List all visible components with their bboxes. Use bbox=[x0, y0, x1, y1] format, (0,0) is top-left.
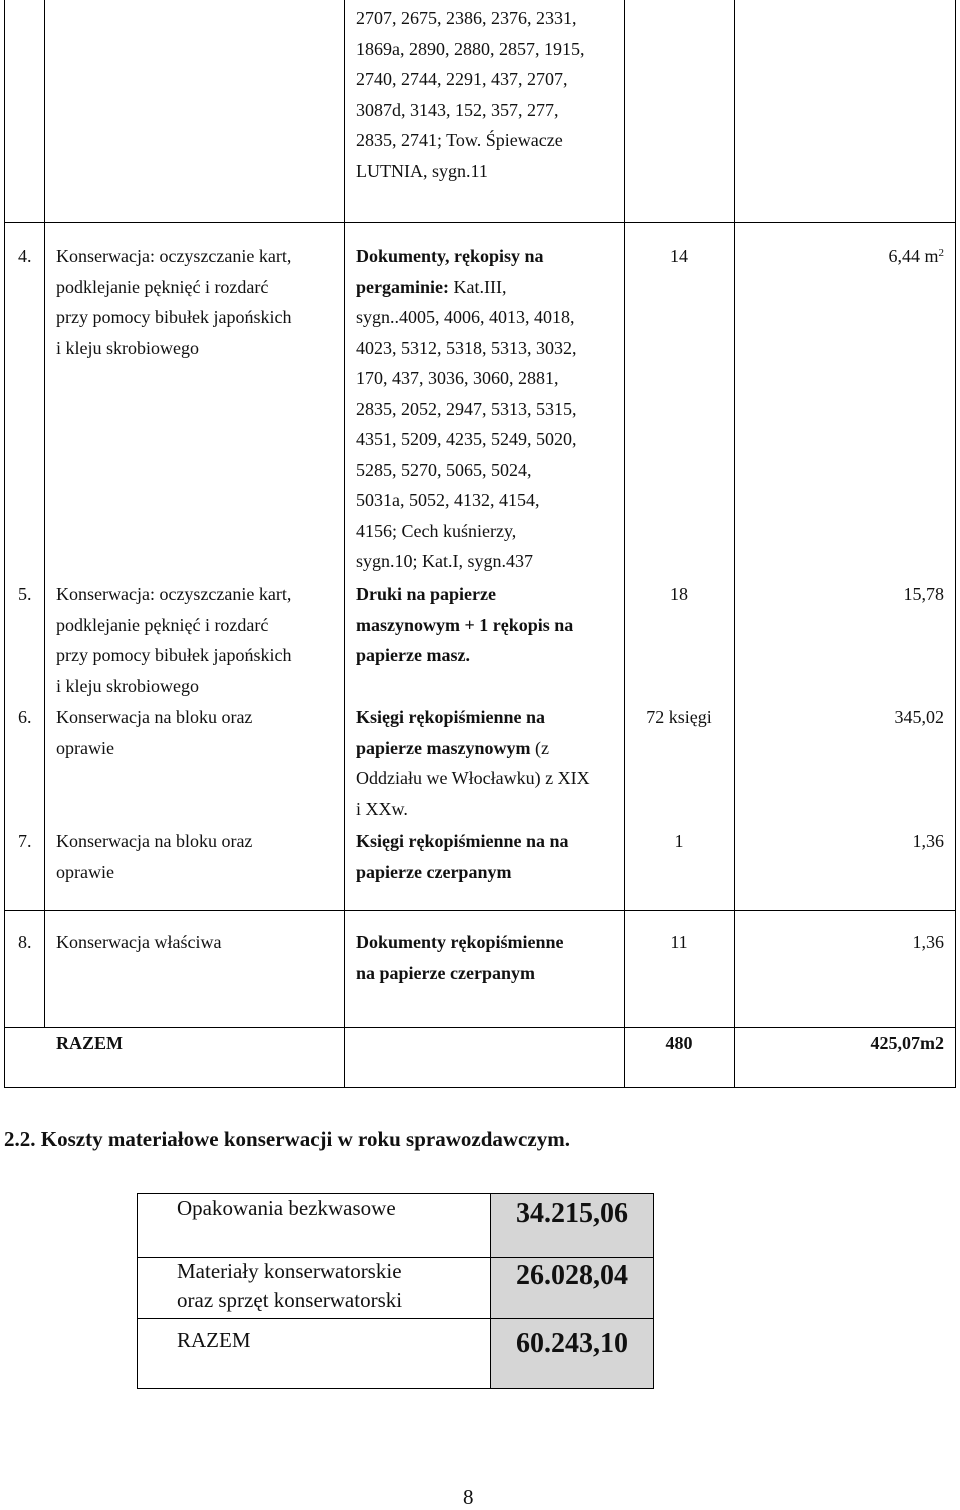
cost-value: 34.215,06 bbox=[516, 1198, 628, 1229]
row-area: 15,78 bbox=[903, 584, 944, 604]
row-number: 7. bbox=[18, 831, 32, 851]
material-rest: (z Oddziału we Włocławku) z XIX i XXw. bbox=[356, 737, 590, 819]
material-bold: Dokumenty, rękopisy na pergaminie: bbox=[356, 246, 544, 297]
total-count: 480 bbox=[665, 1033, 693, 1053]
material-bold: Księgi rękopiśmienne na papierze maszynowym bbox=[356, 707, 546, 758]
cost-total-value: 60.243,10 bbox=[516, 1328, 628, 1359]
area-value: 6,44 m bbox=[888, 246, 939, 266]
area-unit-superscript: 2 bbox=[938, 247, 944, 259]
cost-value: 26.028,04 bbox=[516, 1260, 628, 1291]
row-description: Konserwacja: oczyszczanie kart, podklejanie pęknięć i rozdarć przy pomocy bibułek japońskich i kleju skrobiowego bbox=[56, 246, 292, 358]
section-heading: 2.2. Koszty materiałowe konserwacji w roku sprawozdawczym. bbox=[4, 1127, 570, 1151]
row-area: 1,36 bbox=[912, 932, 944, 952]
total-area: 425,07m2 bbox=[870, 1033, 944, 1053]
cost-total-label: RAZEM bbox=[177, 1328, 251, 1352]
row-count: 18 bbox=[670, 584, 688, 604]
row-description: Konserwacja: oczyszczanie kart, podklejanie pęknięć i rozdarć przy pomocy bibułek japońskich i kleju skrobiowego bbox=[56, 584, 292, 696]
cost-label: Materiały konserwatorskie oraz sprzęt konserwatorski bbox=[177, 1259, 403, 1312]
row-number: 6. bbox=[18, 707, 32, 727]
row-number: 4. bbox=[18, 246, 32, 266]
page-number: 8 bbox=[463, 1485, 474, 1509]
continued-signatures: 2707, 2675, 2386, 2376, 2331, 1869a, 2890, 2880, 2857, 1915, 2740, 2744, 2291, 437, 2707, 3087d, 3143, 152, 357, 277, 2835, 2741; Tow. Śpiewacze LUTNIA, sygn.11 bbox=[356, 8, 585, 181]
row-area: 345,02 bbox=[894, 707, 944, 727]
row-material: Księgi rękopiśmienne na na papierze czerpanym bbox=[356, 831, 569, 882]
row-description: Konserwacja na bloku oraz oprawie bbox=[56, 707, 253, 758]
row-material: Druki na papierze maszynowym + 1 rękopis na papierze masz. bbox=[356, 584, 574, 665]
row-number: 5. bbox=[18, 584, 32, 604]
row-area: 1,36 bbox=[912, 831, 944, 851]
row-material bbox=[356, 241, 577, 577]
row-count: 14 bbox=[670, 246, 688, 266]
row-description: Konserwacja właściwa bbox=[56, 932, 222, 952]
row-count: 1 bbox=[674, 831, 684, 851]
material-rest: Kat.III, sygn..4005, 4006, 4013, 4018, 4023, 5312, 5318, 5313, 3032, 170, 437, 3036, 3060, 2881, 2835, 2052, 2947, 5313, 5315, 4351, 5209, 4235, 5249, 5020, 5285, 5270, 5065, 5024, 5031a, 5052, 4132, 4154, 4156; Cech kuśnierzy, sygn.10; Kat.I, sygn.437 bbox=[356, 276, 577, 571]
row-area bbox=[734, 241, 944, 272]
row-material bbox=[356, 702, 590, 824]
row-count: 72 księgi bbox=[646, 707, 712, 727]
row-description: Konserwacja na bloku oraz oprawie bbox=[56, 831, 253, 882]
row-material: Dokumenty rękopiśmienne na papierze czerpanym bbox=[356, 932, 564, 983]
row-count: 11 bbox=[670, 932, 688, 952]
row-number: 8. bbox=[18, 932, 32, 952]
total-label: RAZEM bbox=[56, 1033, 123, 1053]
cost-label: Opakowania bezkwasowe bbox=[177, 1196, 396, 1220]
